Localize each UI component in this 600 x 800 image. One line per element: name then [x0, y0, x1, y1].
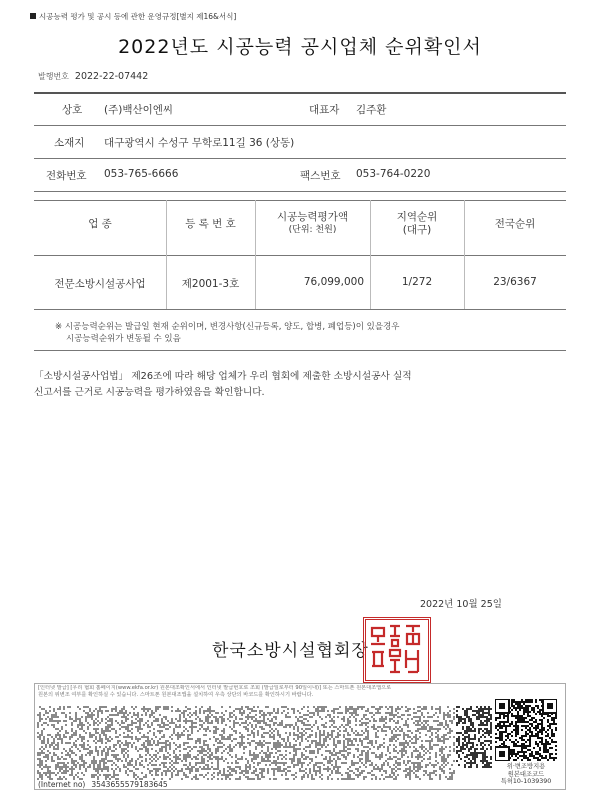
row-divider — [34, 125, 566, 126]
company-name: (주)백산이엔씨 — [104, 104, 174, 116]
company-address: 대구광역시 수성구 무학로11길 36 (상동) — [104, 137, 295, 149]
cell-business-type: 전문소방시설공사업 — [54, 278, 146, 290]
seal-icon — [366, 620, 428, 680]
header-capability-amount — [255, 211, 370, 237]
square-bullet-icon — [30, 13, 36, 19]
name-label: 상호 — [62, 104, 83, 116]
internet-number-value: 3543655579183645 — [91, 780, 168, 789]
column-divider — [166, 200, 167, 309]
row-divider — [34, 255, 566, 256]
row-divider — [34, 158, 566, 159]
rep-label: 대표자 — [309, 104, 340, 116]
verification-instructions: [인터넷 발급] [우리 협회 홈페이지(www.ekfa.or.kr) 원본대조확인서에서 인터넷 발급번호로 조회 (발급일로부터 90일이내)] 또는 스마트폰 원본대조앱으로 원본의 위변조 여부를 확인하실 수 있습니다. 스마트폰 원본대조앱을 설치하여 우측 상단의 바코드를 확인하시기 바랍니다. — [38, 685, 392, 699]
rep-name: 김주환 — [356, 104, 387, 116]
row-divider — [34, 191, 566, 192]
official-seal-stamp — [363, 617, 431, 683]
fax-label: 팩스번호 — [300, 170, 341, 182]
internet-number — [38, 780, 174, 789]
header-business-type: 업 종 — [88, 218, 112, 230]
header-national-rank: 전국순위 — [494, 218, 536, 230]
issuer-name: 한국소방시설협회장 — [212, 641, 369, 661]
cell-regional-rank: 1/272 — [401, 276, 433, 288]
header-registration-number: 등 록 번 호 — [185, 218, 236, 230]
ranking-note: ※ 시공능력순위는 발급일 현재 순위이며, 변경사항(신규등록, 양도, 합병, 폐업등)이 있을경우 시공능력순위가 변동될 수 있음 — [55, 322, 400, 344]
tel-label: 전화번호 — [46, 170, 87, 182]
header-regional-rank — [370, 211, 464, 237]
header-amount-title: 시공능력평가액 — [276, 211, 348, 223]
qr-code — [495, 699, 557, 761]
cell-national-rank: 23/6367 — [493, 276, 537, 288]
header-region-sub: (대구) — [402, 224, 432, 236]
anti-forgery-pattern — [37, 706, 455, 780]
company-fax: 053-764-0220 — [356, 168, 431, 180]
issue-number-value: 2022-22-07442 — [74, 71, 149, 82]
table-top-border — [34, 92, 566, 94]
company-tel: 053-765-6666 — [104, 168, 179, 180]
column-divider — [464, 200, 465, 309]
cell-capability-amount: 76,099,000 — [303, 276, 364, 288]
header-amount-unit: (단위: 천원) — [288, 225, 337, 235]
section-divider — [34, 350, 566, 351]
verification-barcode — [456, 706, 492, 768]
document-title: 2022년도 시공능력 공시업체 순위확인서 — [118, 36, 482, 58]
row-divider — [34, 200, 566, 201]
issue-number — [38, 71, 148, 82]
address-label: 소재지 — [54, 137, 85, 149]
header-region-title: 지역순위 — [396, 211, 438, 223]
confirmation-text: 「소방시설공사업법」 제26조에 따라 해당 업체가 우리 협회에 제출한 소방시설공사 실적 신고서를 근거로 시공능력을 평가하였음을 확인합니다. — [34, 371, 412, 398]
regulation-note: 시공능력 평가 및 공시 등에 관한 운영규정[별지 제16&서식] — [30, 11, 236, 22]
table-bottom-border — [34, 309, 566, 310]
internet-number-label: (Internet no) — [38, 780, 86, 789]
issue-date: 2022년 10월 25일 — [420, 599, 502, 610]
issue-number-label: 발행번호 — [38, 72, 69, 81]
cell-registration-number: 제2001-3호 — [181, 278, 240, 290]
qr-caption: 위·변조방지용 원본대조코드 특허10-1039390 — [500, 763, 552, 785]
